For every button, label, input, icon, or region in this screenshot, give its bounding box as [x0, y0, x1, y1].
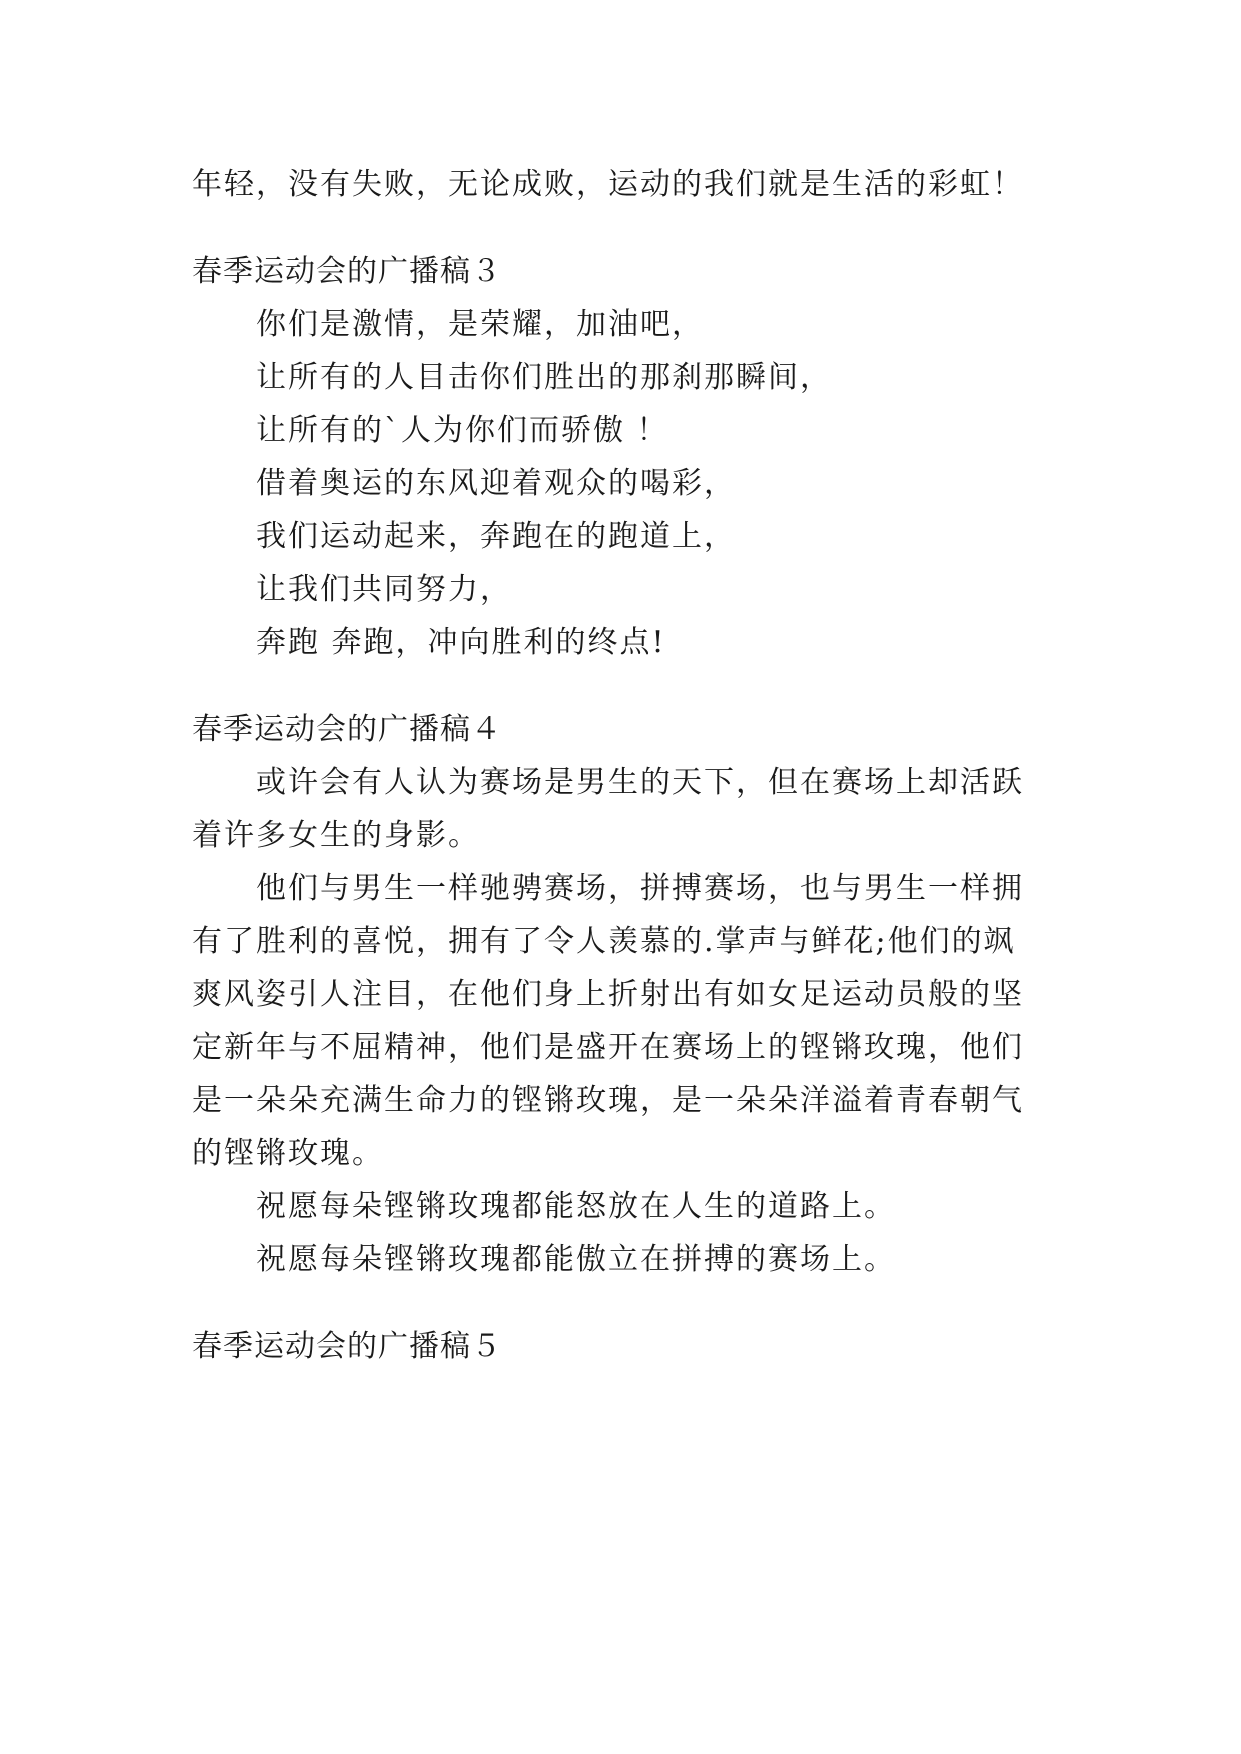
paragraph-line: 有了胜利的喜悦，拥有了令人羡慕的.掌声与鲜花;他们的飒	[192, 924, 1016, 959]
paragraph-line: 定新年与不屈精神，他们是盛开在赛场上的铿锵玫瑰，他们	[192, 1030, 1024, 1065]
section-heading-3: 春季运动会的广播稿３	[192, 254, 502, 289]
poem-line: 我们运动起来，奔跑在的跑道上，	[256, 519, 736, 554]
poem-line: 让所有的`人为你们而骄傲 ！	[256, 413, 669, 448]
paragraph-line: 是一朵朵充满生命力的铿锵玫瑰，是一朵朵洋溢着青春朝气	[192, 1083, 1024, 1118]
poem-line: 让所有的人目击你们胜出的那刹那瞬间，	[256, 360, 832, 395]
poem-line: 奔跑 奔跑，冲向胜利的终点!	[256, 625, 666, 660]
poem-line: 让我们共同努力，	[256, 572, 512, 607]
paragraph-line: 祝愿每朵铿锵玫瑰都能怒放在人生的道路上。	[256, 1189, 896, 1224]
paragraph-line: 或许会有人认为赛场是男生的天下，但在赛场上却活跃	[256, 765, 1024, 800]
poem-line: 你们是激情，是荣耀，加油吧，	[256, 307, 704, 342]
poem-line: 借着奥运的东风迎着观众的喝彩，	[256, 466, 736, 501]
paragraph-line: 年轻，没有失败，无论成败，运动的我们就是生活的彩虹！	[192, 167, 1024, 202]
section-heading-4: 春季运动会的广播稿４	[192, 712, 502, 747]
paragraph-line: 爽风姿引人注目，在他们身上折射出有如女足运动员般的坚	[192, 977, 1024, 1012]
paragraph-line: 他们与男生一样驰骋赛场，拼搏赛场，也与男生一样拥	[256, 871, 1024, 906]
section-heading-5: 春季运动会的广播稿５	[192, 1329, 502, 1364]
paragraph-line: 着许多女生的身影。	[192, 818, 480, 853]
paragraph-line: 祝愿每朵铿锵玫瑰都能傲立在拼搏的赛场上。	[256, 1242, 896, 1277]
paragraph-line: 的铿锵玫瑰。	[192, 1136, 384, 1171]
